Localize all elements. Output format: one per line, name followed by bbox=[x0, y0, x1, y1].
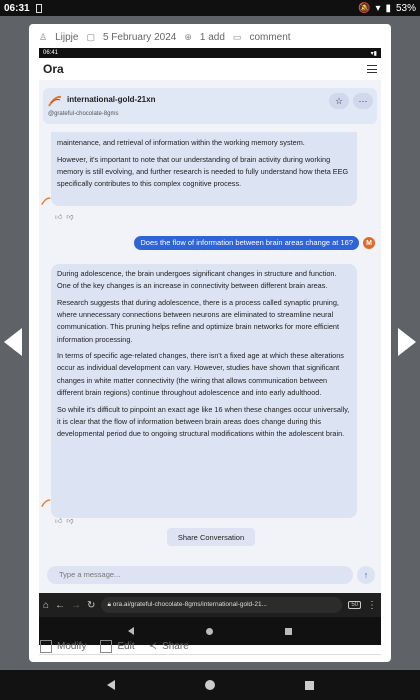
system-status-bar bbox=[0, 0, 420, 16]
user-message: Does the flow of information between brain areas change at 16? bbox=[134, 236, 359, 250]
battery-percent: 53% bbox=[395, 2, 416, 14]
ai-message-2-p2: Research suggests that during adolescence, there is a process called synaptic pruning, where unnecessary connections between neurons are eliminated to streamline neural communication. This pruning helps refine and optimize brain networks for more efficient information processing. bbox=[57, 297, 340, 344]
nav-recents-icon[interactable] bbox=[285, 628, 292, 635]
share-button[interactable] bbox=[149, 641, 189, 652]
modify-button[interactable] bbox=[40, 640, 86, 653]
reactions-1 bbox=[55, 212, 73, 221]
thumbs-up-icon[interactable]: 👍︎ bbox=[55, 518, 63, 525]
ai-message-2-p1: During adolescence, the brain undergoes significant changes in structure and function. One of the key changes is an increase in connectivity between different brain areas. bbox=[57, 269, 337, 291]
bot-handle: @grateful-chocolate-8gms bbox=[48, 111, 119, 117]
send-icon[interactable]: ↑ bbox=[357, 566, 375, 584]
post-actions bbox=[40, 640, 189, 653]
url-field[interactable] bbox=[101, 597, 342, 613]
post-adds[interactable]: 1 add bbox=[199, 32, 225, 43]
lock-icon: 🔒︎ bbox=[107, 601, 113, 608]
user-avatar: M bbox=[363, 237, 375, 249]
bot-name: international-gold-21xn bbox=[67, 95, 156, 104]
ai-message-2 bbox=[51, 264, 357, 518]
post-author[interactable]: Lijpje bbox=[55, 32, 79, 43]
edit-label: Edit bbox=[117, 641, 135, 652]
menu-icon[interactable] bbox=[367, 65, 377, 73]
app-header bbox=[39, 58, 381, 80]
edit-button[interactable] bbox=[100, 640, 134, 653]
ai-message-1 bbox=[51, 132, 357, 206]
system-status-icons bbox=[358, 3, 416, 14]
edit-icon bbox=[100, 640, 112, 653]
back-icon[interactable]: ← bbox=[55, 599, 66, 611]
tab-count[interactable]: 50 bbox=[348, 601, 361, 609]
share-label: Share bbox=[162, 641, 189, 652]
post-comment[interactable]: comment bbox=[249, 32, 291, 43]
url-text: ora.ai/grateful-chocolate-8gms/international-gold-21... bbox=[112, 601, 267, 608]
bot-avatar-icon bbox=[41, 498, 51, 508]
thumbs-down-icon[interactable]: 👎︎ bbox=[66, 518, 74, 525]
system-home-icon[interactable] bbox=[205, 680, 215, 690]
bot-avatar-icon bbox=[41, 196, 51, 206]
system-time: 06:31 bbox=[4, 2, 30, 14]
thumbs-down-icon[interactable]: 👎︎ bbox=[66, 214, 74, 221]
more-icon[interactable]: ··· bbox=[353, 93, 373, 109]
previous-arrow-icon[interactable] bbox=[4, 328, 22, 356]
ai-message-1-p1: maintenance, and retrieval of information within the working memory system. bbox=[57, 138, 305, 147]
share-conversation-button[interactable]: Share Conversation bbox=[167, 528, 255, 546]
bot-card bbox=[43, 88, 377, 124]
add-icon: ⊕ bbox=[184, 32, 192, 42]
bot-logo-icon bbox=[48, 94, 62, 108]
comment-icon: ▭ bbox=[232, 32, 242, 42]
system-nav-bar bbox=[0, 670, 420, 700]
phone-status-bar bbox=[39, 48, 381, 58]
nav-back-icon[interactable] bbox=[128, 627, 134, 635]
system-recents-icon[interactable] bbox=[305, 681, 314, 690]
post-meta bbox=[39, 32, 291, 43]
ai-message-1-p2: However, it's important to note that our understanding of brain activity during working memory is still evolving, and further research is needed to fully understand how theta EEG specifically contributes to this complex cognitive process. bbox=[57, 154, 349, 189]
mute-icon: 🔕 bbox=[357, 2, 371, 14]
screenshot-icon bbox=[36, 4, 42, 13]
phone-status-icons: ▾▮ bbox=[370, 50, 377, 57]
modify-label: Modify bbox=[57, 641, 87, 652]
forward-icon[interactable]: → bbox=[71, 599, 82, 611]
home-icon[interactable]: ⌂ bbox=[43, 599, 50, 611]
overflow-menu-icon[interactable]: ⋮ bbox=[367, 599, 377, 611]
system-back-icon[interactable] bbox=[107, 680, 115, 690]
nav-home-icon[interactable] bbox=[206, 628, 213, 635]
divider bbox=[39, 654, 381, 655]
ai-message-2-p4: So while it's difficult to pinpoint an exact age like 16 when these changes occur universally, it is clear that the flow of information between brain areas does change during this developmental period due to ongoing structural modifications within the adolescent brain. bbox=[57, 404, 350, 438]
post-date: 5 February 2024 bbox=[102, 32, 177, 43]
ai-message-2-p3: In terms of specific age-related changes, there isn't a fixed age at which these alterations occur as individual development can vary. However, studies have shown that significant changes in white matter connectivity (the wiring that allows communication between different brain regions) continue throughout adolescence and into early adulthood. bbox=[57, 351, 344, 397]
app-title: Ora bbox=[43, 62, 64, 76]
phone-screenshot bbox=[39, 48, 381, 645]
reload-icon[interactable]: ↻ bbox=[87, 599, 96, 611]
star-icon[interactable]: ☆ bbox=[329, 93, 349, 109]
thumbs-up-icon[interactable]: 👍︎ bbox=[55, 214, 63, 221]
post-card bbox=[29, 24, 391, 662]
user-icon: ♙ bbox=[39, 32, 48, 42]
message-input[interactable]: Type a message... bbox=[47, 566, 353, 584]
next-arrow-icon[interactable] bbox=[398, 328, 416, 356]
phone-time: 06:41 bbox=[43, 50, 59, 56]
reactions-2 bbox=[55, 516, 73, 525]
wifi-icon: ▾ bbox=[375, 2, 381, 14]
share-icon: ≺ bbox=[148, 641, 158, 652]
browser-toolbar bbox=[39, 593, 381, 617]
calendar-icon: ▢ bbox=[86, 32, 95, 42]
chat-area bbox=[39, 132, 381, 552]
battery-icon: ▮ bbox=[385, 2, 391, 14]
modify-icon bbox=[40, 640, 52, 653]
